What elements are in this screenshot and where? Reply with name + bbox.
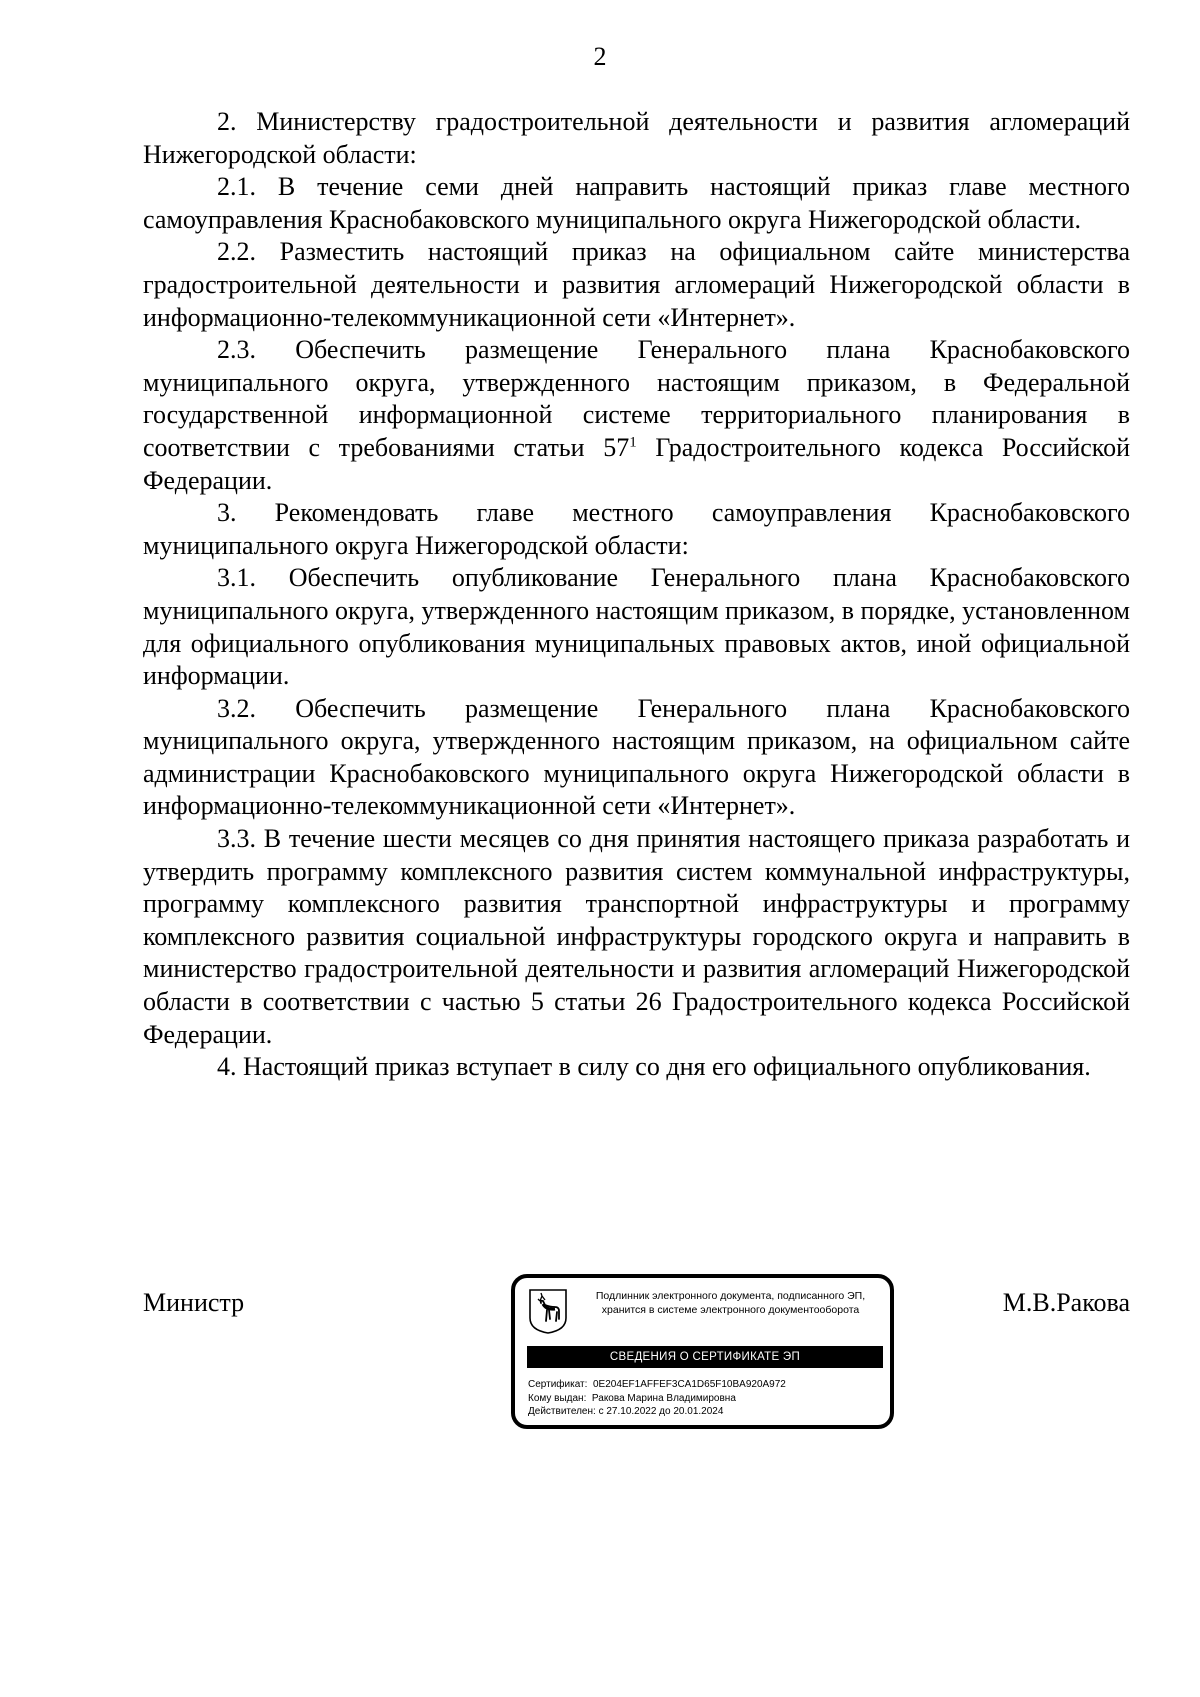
paragraph-2-2: 2.2. Разместить настоящий приказ на официальном сайте министерства градостроительной деятельности и развития агломераций Нижегородской области в информационно-телекоммуникационной сети «Интернет». xyxy=(143,237,1130,332)
paragraph-3-1: 3.1. Обеспечить опубликование Генерального плана Краснобаковского муниципального округа, утвержденного настоящим приказом, в порядке, установленном для официального опубликования муниципальных правовых актов, иной официальной информации. xyxy=(143,563,1131,691)
issued-to-row xyxy=(528,1392,883,1406)
certificate-label: Сертификат: xyxy=(528,1379,588,1390)
validity-row xyxy=(528,1405,883,1419)
paragraph-2-1: 2.1. В течение семи дней направить настоящий приказ главе местного самоуправления Краснобаковского муниципального округа Нижегородской области. xyxy=(143,172,1130,234)
issued-to-value: Ракова Марина Владимировна xyxy=(591,1392,736,1404)
signatory-name: М.В.Ракова xyxy=(1002,1288,1130,1317)
paragraph-3: 3. Рекомендовать главе местного самоуправления Краснобаковского муниципального округа Нижегородской области: xyxy=(143,498,1130,560)
certificate-details xyxy=(528,1378,883,1419)
paragraph-3-3: 3.3. В течение шести месяцев со дня принятия настоящего приказа разработать и утвердить программу комплексного развития систем коммунальной инфраструктуры, программу комплексного развития транспортной инфраструктуры и программу комплексного развития социальной инфраструктуры городского округа и направить в министерство градостроительной деятельности и развития агломераций Нижегородской области в соответствии с частью 5 статьи 26 Градостроительного кодекса Российской Федерации. xyxy=(143,824,1130,1049)
electronic-signature-stamp xyxy=(511,1274,894,1429)
paragraph-4: 4. Настоящий приказ вступает в силу со дня его официального опубликования. xyxy=(217,1052,1091,1082)
signatory-title: Министр xyxy=(143,1288,245,1317)
certificate-value: 0E204EF1AFFEF3CA1D65F10BA920A972 xyxy=(592,1379,786,1390)
stamp-header-text: Подлинник электронного документа, подписанного ЭП, хранится в системе электронного документооборота xyxy=(595,1290,866,1316)
certificate-info-bar: СВЕДЕНИЯ О СЕРТИФИКАТЕ ЭП xyxy=(527,1346,883,1368)
article-superscript: 1 xyxy=(629,434,637,451)
issued-to-label: Кому выдан: xyxy=(528,1392,587,1404)
certificate-row xyxy=(528,1378,883,1392)
paragraph-3-2: 3.2. Обеспечить размещение Генерального плана Краснобаковского муниципального округа, утвержденного настоящим приказом, на официальном сайте администрации Краснобаковского муниципального округа Нижегородской области в информационно-телекоммуникационной сети «Интернет». xyxy=(143,693,1130,821)
paragraph-2-3-tail: Градостроительного кодекса Российской Федерации. xyxy=(143,432,1130,495)
page-number: 2 xyxy=(593,42,607,71)
deer-emblem-icon xyxy=(528,1288,568,1334)
document-body xyxy=(143,106,1130,1084)
paragraph-2: 2. Министерству градостроительной деятельности и развития агломераций Нижегородской области: xyxy=(143,107,1130,169)
validity-value: с 27.10.2022 до 20.01.2024 xyxy=(598,1406,724,1417)
paragraph-2-3 xyxy=(143,334,1130,497)
paragraph-2-3-text: 2.3. Обеспечить размещение Генерального плана Краснобаковского муниципального округа, утвержденного настоящим приказом, в Федеральной государственной информационной системе территориального планирования в соответствии с требованиями статьи 57 xyxy=(143,335,1130,462)
validity-label: Действителен: xyxy=(528,1406,596,1417)
